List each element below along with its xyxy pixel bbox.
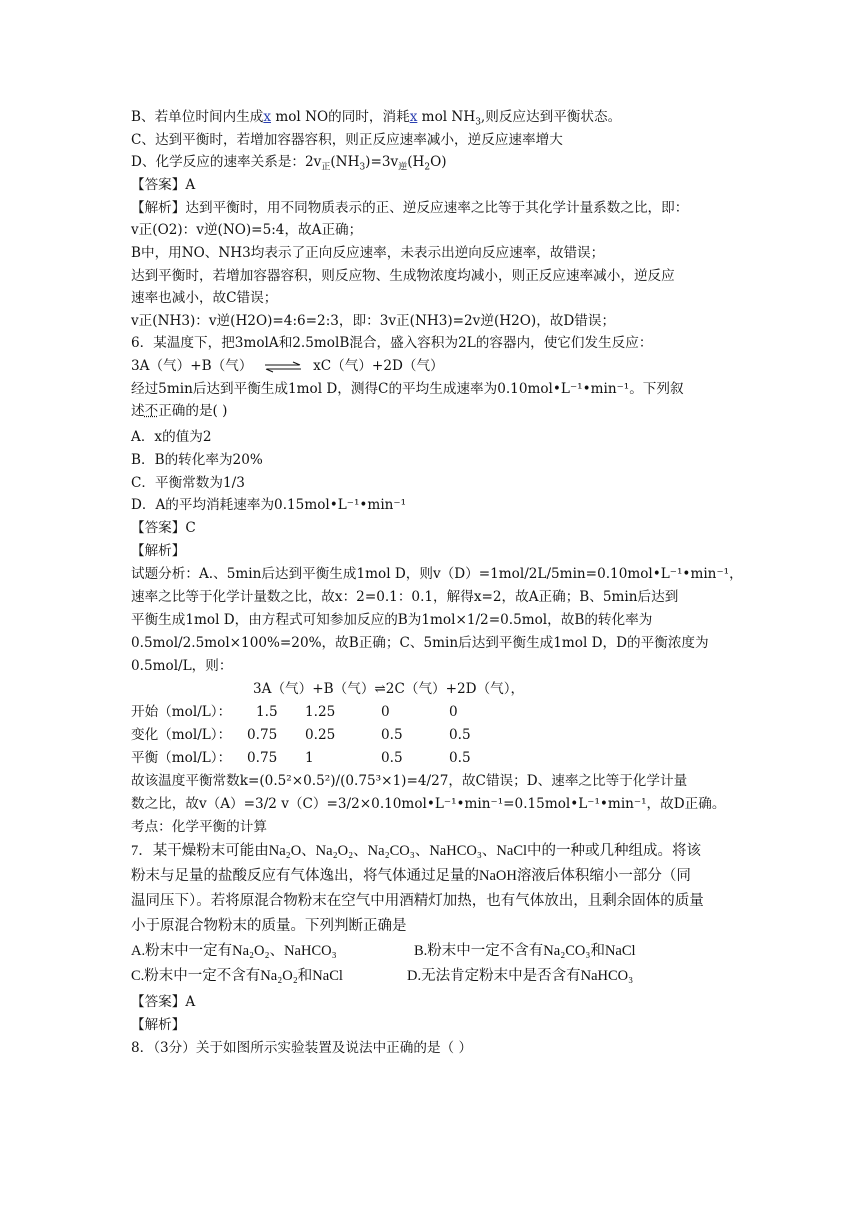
q8-stem: 8．（3分）关于如图所示实验装置及说法中正确的是（ ） [131, 1040, 473, 1056]
q6-analysis-2: 速率之比等于化学计量数之比，故x：2=0.1：0.1，解得x=2，故A正确；B、5min后达到 [131, 589, 679, 605]
q5-explanation-4: 达到平衡时，若增加容器容积，则反应物、生成物浓度均减小，则正反应速率减小，逆反应 [131, 268, 675, 284]
ice-cell: 0.5 [381, 750, 403, 766]
q6-stem-2: 经过5min后达到平衡生成1mol D，测得C的平均生成速率为0.10mol•L⁻¹•min⁻¹。下列叙 [131, 381, 684, 397]
q7-stem-4: 小于原混合物粉末的质量。下列判断正确是 [131, 918, 407, 934]
ice-cell: 0.75 [247, 750, 278, 766]
q6-analysis-6: 故该温度平衡常数k=(0.5²×0.5²)/(0.75³×1)=4/27，故C错误；D、速率之比等于化学计量 [131, 773, 688, 789]
q5-explanation-6: v正(NH3)：v逆(H2O)=4:6=2:3，即：3v正(NH3)=2v逆(H2O)，故D错误； [131, 313, 616, 329]
q6-option-d: D．A的平均消耗速率为0.15mol•L⁻¹•min⁻¹ [131, 497, 407, 513]
q6-stem-1: 6．某温度下，把3molA和2.5molB混合，盛入容积为2L的容器内，使它们发生反应： [131, 335, 653, 351]
ice-cell: 0.5 [449, 750, 471, 766]
ice-cell: 0.5 [449, 727, 471, 743]
q7-explanation-head: 【解析】 [131, 1017, 186, 1033]
q5-explanation-5: 速率也减小，故C错误； [131, 290, 278, 306]
q6-analysis-3: 平衡生成1mol D，由方程式可知参加反应的B为1mol×1/2=0.5mol，故B的转化率为 [131, 612, 653, 628]
q5-explanation-1: 【解析】达到平衡时，用不同物质表示的正、逆反应速率之比等于其化学计量系数之比，即： [131, 200, 689, 216]
q5-explanation-3: B中，用NO、NH3均表示了正向反应速率，未表示出逆向反应速率，故错误； [131, 245, 605, 261]
q7-option-c: C.粉末中一定不含有Na₂O₂和NaCl [131, 968, 343, 984]
equilibrium-arrow-icon [263, 361, 303, 373]
q6-analysis-7: 数之比，故v（A）=3/2 v（C）=3/2×0.10mol•L⁻¹•min⁻¹=0.15mol•L⁻¹•min⁻¹，故D正确。 [131, 796, 726, 812]
q7-stem-2: 粉末与足量的盐酸反应有气体逸出，将气体通过足量的NaOH溶液后体积缩小一部分（同 [131, 868, 691, 884]
q5-explanation-2: v正(O2)：v逆(NO)=5:4，故A正确； [131, 222, 363, 238]
q6-equation: 3A（气）+B（气） xC（气）+2D（气） [131, 358, 444, 374]
ice-cell: 0 [449, 704, 458, 720]
ice-cell: 0.5 [381, 727, 403, 743]
ice-row-equilibrium-label: 平衡（mol/L）： [131, 750, 232, 766]
q7-stem-1: 7．某干燥粉末可能由Na₂O、Na₂O₂、Na₂CO₃、NaHCO₃、NaCl中的一种或几种组成。将该 [131, 843, 702, 859]
q7-option-b: B.粉末中一定不含有Na₂CO₃和NaCl [414, 943, 636, 959]
q7-option-d: D.无法肯定粉末中是否含有NaHCO₃ [407, 968, 634, 984]
q6-option-c: C．平衡常数为1/3 [131, 475, 245, 491]
q6-option-a: A．x的值为2 [131, 429, 212, 445]
q6-answer: 【答案】C [131, 520, 196, 536]
q6-analysis-1: 试题分析：A.、5min后达到平衡生成1mol D，则v（D）=1mol/2L/5min=0.10mol•L⁻¹•min⁻¹， [131, 566, 743, 582]
q6-analysis-5: 0.5mol/L，则： [131, 658, 233, 674]
ice-row-start-label: 开始（mol/L）： [131, 704, 232, 720]
ice-row-change-label: 变化（mol/L）： [131, 727, 232, 743]
q5-option-c: C、达到平衡时，若增加容器容积，则正反应速率减小，逆反应速率增大 [131, 132, 563, 148]
q6-analysis-4: 0.5mol/2.5mol×100%=20%，故B正确；C、5min后达到平衡生成1mol D，D的平衡浓度为 [131, 635, 709, 651]
q5-answer: 【答案】A [131, 177, 196, 193]
q7-stem-3: 温同压下）。若将原混合物粉末在空气中用酒精灯加热，也有气体放出，且剩余固体的质量 [131, 893, 704, 909]
q5-option-b: B、若单位时间内生成x mol NO的同时，消耗x mol $NH_3$,则反应达到平衡状态。 [131, 109, 622, 128]
ice-cell: 0 [381, 704, 390, 720]
q6-explanation-head: 【解析】 [131, 543, 186, 559]
ice-cell: 0.25 [305, 727, 336, 743]
ice-cell: 0.75 [247, 727, 278, 743]
q6-stem-3: 述不正确的是( ) [131, 403, 228, 419]
q6-table-equation: 3A（气）+B（气）⇌2C（气）+2D（气）， [253, 681, 525, 697]
q5-option-d: D、化学反应的速率关系是：$2v_正(NH_3)=3v_逆(H_2O)$ [131, 154, 447, 173]
q6-option-b: B．B的转化率为20% [131, 452, 263, 468]
q7-answer: 【答案】A [131, 994, 196, 1010]
q7-option-a: A.粉末中一定有Na₂O₂、NaHCO₃ [131, 943, 337, 959]
ice-cell: 1 [305, 750, 314, 766]
q6-kaodian: 考点：化学平衡的计算 [131, 819, 267, 835]
ice-cell: 1.5 [256, 704, 278, 720]
ice-cell: 1.25 [305, 704, 336, 720]
